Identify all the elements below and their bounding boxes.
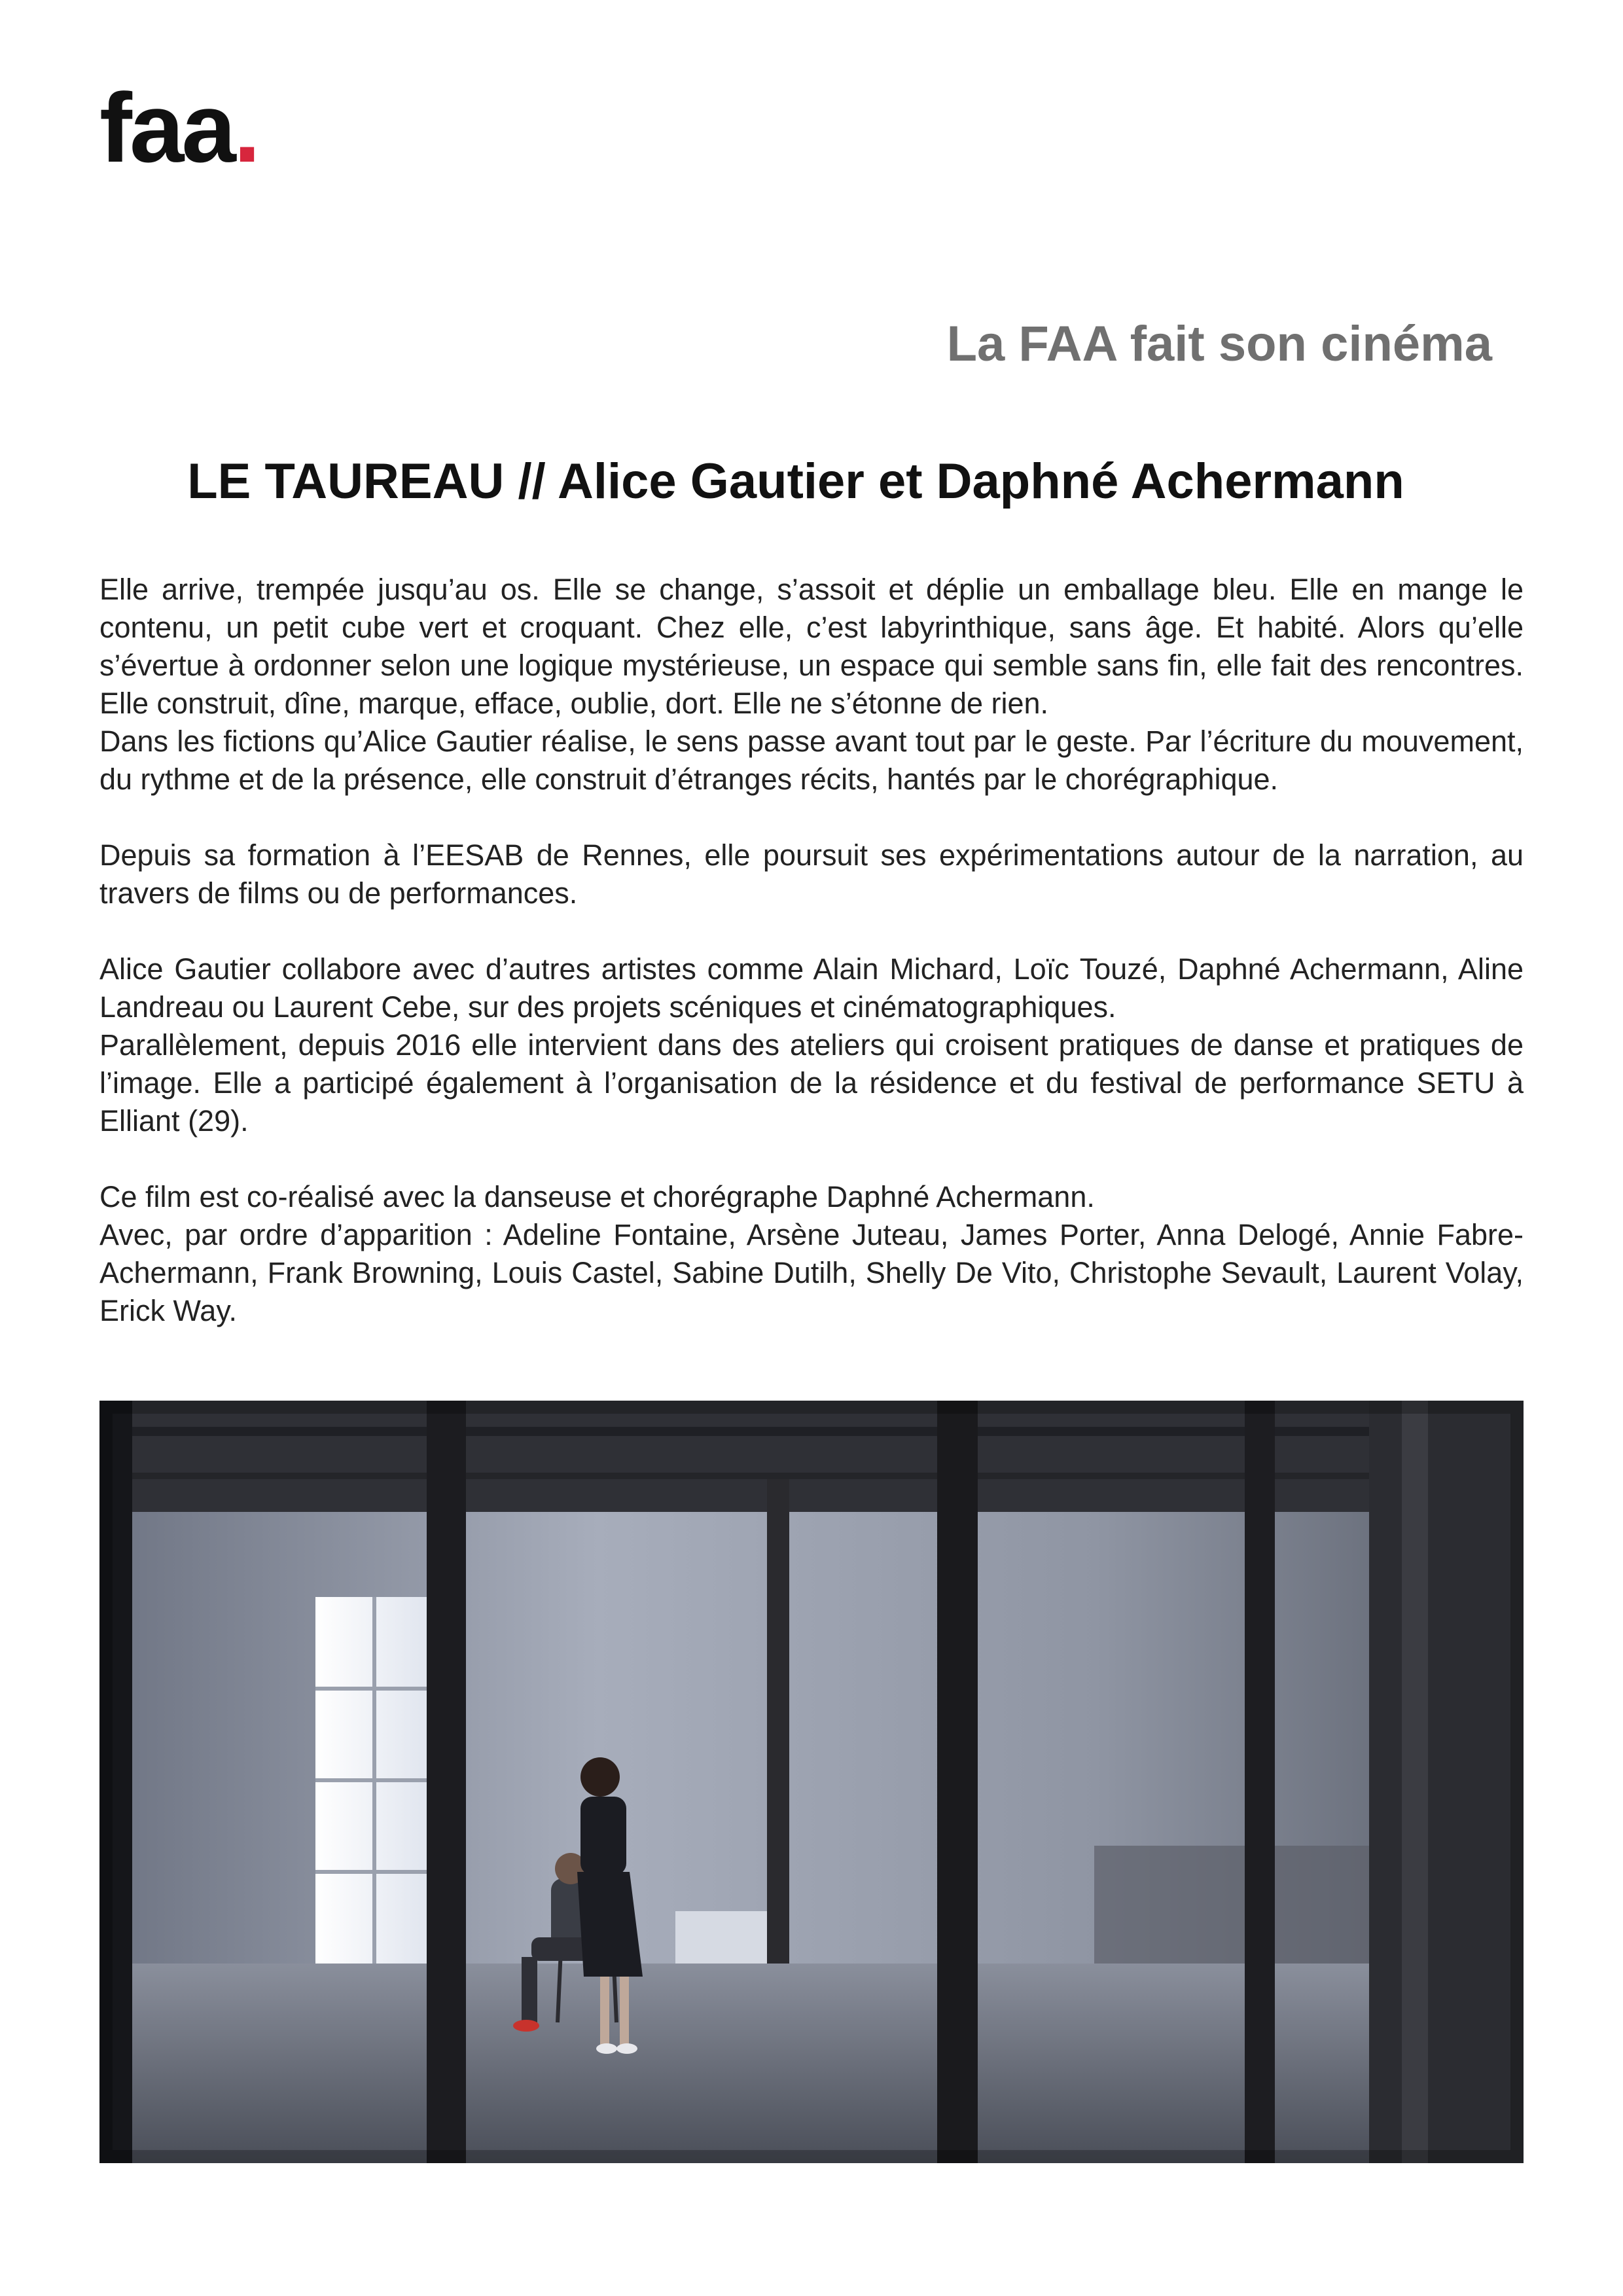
paragraph-synopsis: Elle arrive, trempée jusqu’au os. Elle se change, s’assoit et déplie un emballage bleu. Elle en mange le contenu, un petit cube vert et croquant. Chez elle, c’est labyrinthique, sans âge. Et habité. Alors qu’elle s’évertue à ordonner selon une logique mystérieuse, un espace qui semble sans fin, elle fait des rencontres. Elle construit, dîne, marque, efface, oublie, dort. Elle ne s’étonne de rien. — [99, 573, 1524, 720]
paragraph-collaborations: Alice Gautier collabore avec d’autres artistes comme Alain Michard, Loïc Touzé, Daphné Achermann, Aline Landreau ou Laurent Cebe, sur des projets scéniques et cinématographiques. — [99, 952, 1524, 1024]
paragraph-cast: Avec, par ordre d’apparition : Adeline Fontaine, Arsène Juteau, James Porter, Anna Delogé, Annie Fabre-Achermann, Frank Browning, Louis Castel, Sabine Dutilh, Shelly De Vito, Christophe Sevault, Laurent Volay, Erick Way. — [99, 1218, 1524, 1327]
section-kicker: La FAA fait son cinéma — [946, 316, 1492, 372]
faa-logo — [99, 73, 259, 183]
logo-dot: . — [233, 73, 259, 183]
article-body — [99, 571, 1524, 1330]
paragraph-codirection: Ce film est co-réalisé avec la danseuse et chorégraphe Daphné Achermann. — [99, 1180, 1095, 1213]
paragraph-training: Depuis sa formation à l’EESAB de Rennes, elle poursuit ses expérimentations autour de la narration, au travers de films ou de performances. — [99, 838, 1524, 910]
paragraph-workshops: Parallèlement, depuis 2016 elle intervient dans des ateliers qui croisent pratiques de danse et pratiques de l’image. Elle a participé également à l’organisation de la résidence et du festival de performance SETU à Elliant (29). — [99, 1028, 1524, 1138]
page-title: LE TAUREAU // Alice Gautier et Daphné Achermann — [187, 454, 1404, 509]
paragraph-fictions: Dans les fictions qu’Alice Gautier réalise, le sens passe avant tout par le geste. Par l’écriture du mouvement, du rythme et de la présence, elle construit d’étranges récits, hantés par le chorégraphique. — [99, 725, 1524, 796]
logo-text: faa — [99, 73, 234, 183]
film-still-photo — [99, 1401, 1524, 2163]
film-still-illustration — [99, 1401, 1524, 2163]
